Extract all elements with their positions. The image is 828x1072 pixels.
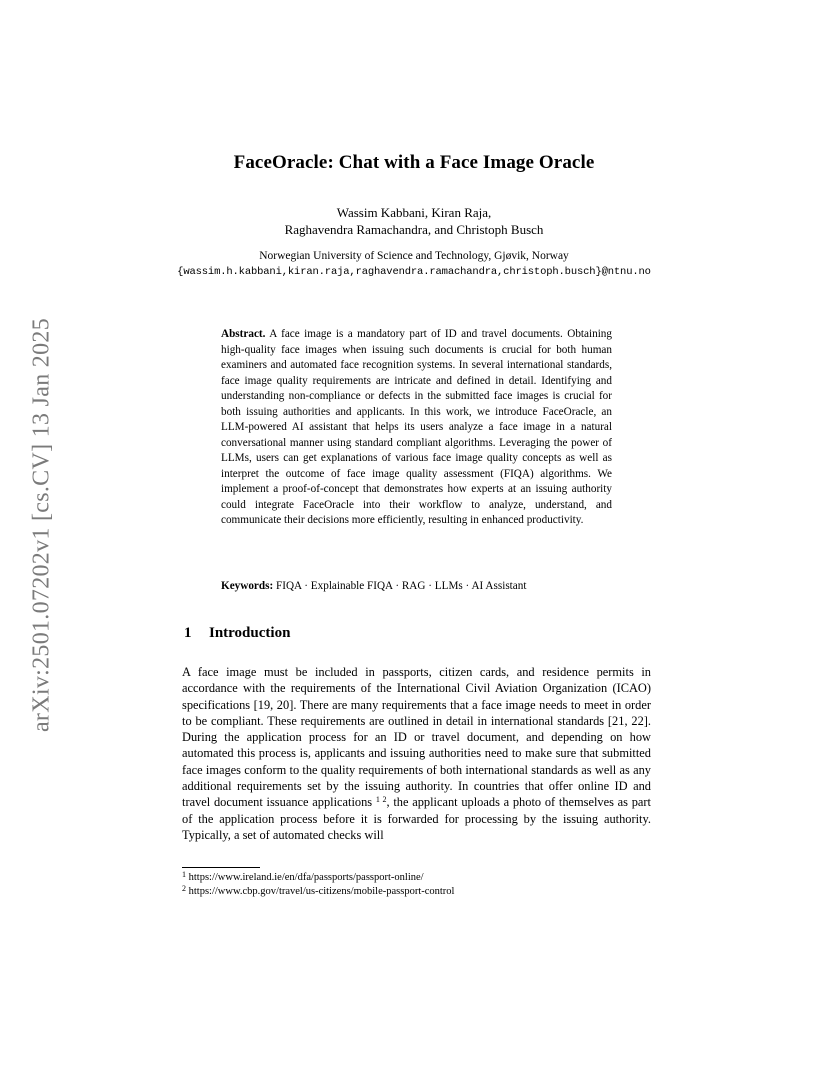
footnote-2 xyxy=(182,886,454,897)
author-list-line-1: Wassim Kabbani, Kiran Raja, xyxy=(336,205,492,220)
section-number: 1 xyxy=(184,625,192,641)
intro-text-part-1: A face image must be included in passports, citizen cards, and residence permits in accordance with the requirements of the International Civil Aviation Organization (ICAO) specifications [19, 20]. There are many requirements that a face image needs to meet in order to be compliant. These requirements are outlined in detail in international standards [21, 22]. During the application process for an ID or travel document, and depending on how automated this process is, applicants and issuing authorities need to make sure that submitted face images conform to the quality requirements of both international standards as well as any additional requirements set by the issuing authority. In countries that offer online ID and travel document issuance applications xyxy=(182,665,651,810)
footnote-1 xyxy=(182,872,424,883)
footnote-link[interactable]: https://www.ireland.ie/en/dfa/passports/passport-online/ xyxy=(188,872,424,883)
footnote-mark: 2 xyxy=(182,884,186,893)
abstract xyxy=(221,327,612,529)
keywords-text: FIQA · Explainable FIQA · RAG · LLMs · AI Assistant xyxy=(276,580,527,592)
arxiv-identifier: arXiv:2501.07202v1 [cs.CV] 13 Jan 2025 xyxy=(28,317,55,733)
intro-text-part-2: , the applicant uploads a photo of themselves as part of the application process before it is forwarded for processing by the issuing authority. Typically, a set of automated checks will xyxy=(182,795,651,842)
footnote-mark: 1 xyxy=(182,870,186,879)
affiliation: Norwegian University of Science and Technology, Gjøvik, Norway xyxy=(259,250,569,262)
section-heading-introduction xyxy=(184,625,290,642)
author-list-line-2: Raghavendra Ramachandra, and Christoph Busch xyxy=(284,222,544,237)
footnote-link[interactable]: https://www.cbp.gov/travel/us-citizens/mobile-passport-control xyxy=(188,886,455,897)
introduction-paragraph xyxy=(182,664,651,843)
paper-title: FaceOracle: Chat with a Face Image Oracle xyxy=(233,152,595,173)
keywords xyxy=(221,580,621,592)
section-title: Introduction xyxy=(209,625,291,641)
abstract-label: Abstract. xyxy=(221,328,266,340)
abstract-text: A face image is a mandatory part of ID and travel documents. Obtaining high-quality face images when issuing such documents is crucial for both human examiners and automated face recognition systems. In several international standards, face image quality requirements are intricate and defined in detail. Identifying and understanding non-compliance or defects in the submitted face images is crucial for both issuing authorities and applicants. In this work, we introduce FaceOracle, an LLM-powered AI assistant that helps its users analyze a face image in a natural conversational manner using standard compliant algorithms. Leveraging the power of LLMs, users can get explanations of various face image quality concepts as well as interpret the outcome of face image quality assessment (FIQA) algorithms. We implement a proof-of-concept that demonstrates how experts at an issuing authority could integrate FaceOracle into their workflow to analyze, understand, and communicate their decisions more efficiently, resulting in enhanced productivity. xyxy=(221,328,612,526)
author-emails: {wassim.h.kabbani,kiran.raja,raghavendra.ramachandra,christoph.busch}@ntnu.no xyxy=(177,266,651,278)
footnote-reference[interactable]: 1 2 xyxy=(375,795,387,805)
keywords-label: Keywords: xyxy=(221,580,274,592)
footnote-divider xyxy=(182,867,260,868)
